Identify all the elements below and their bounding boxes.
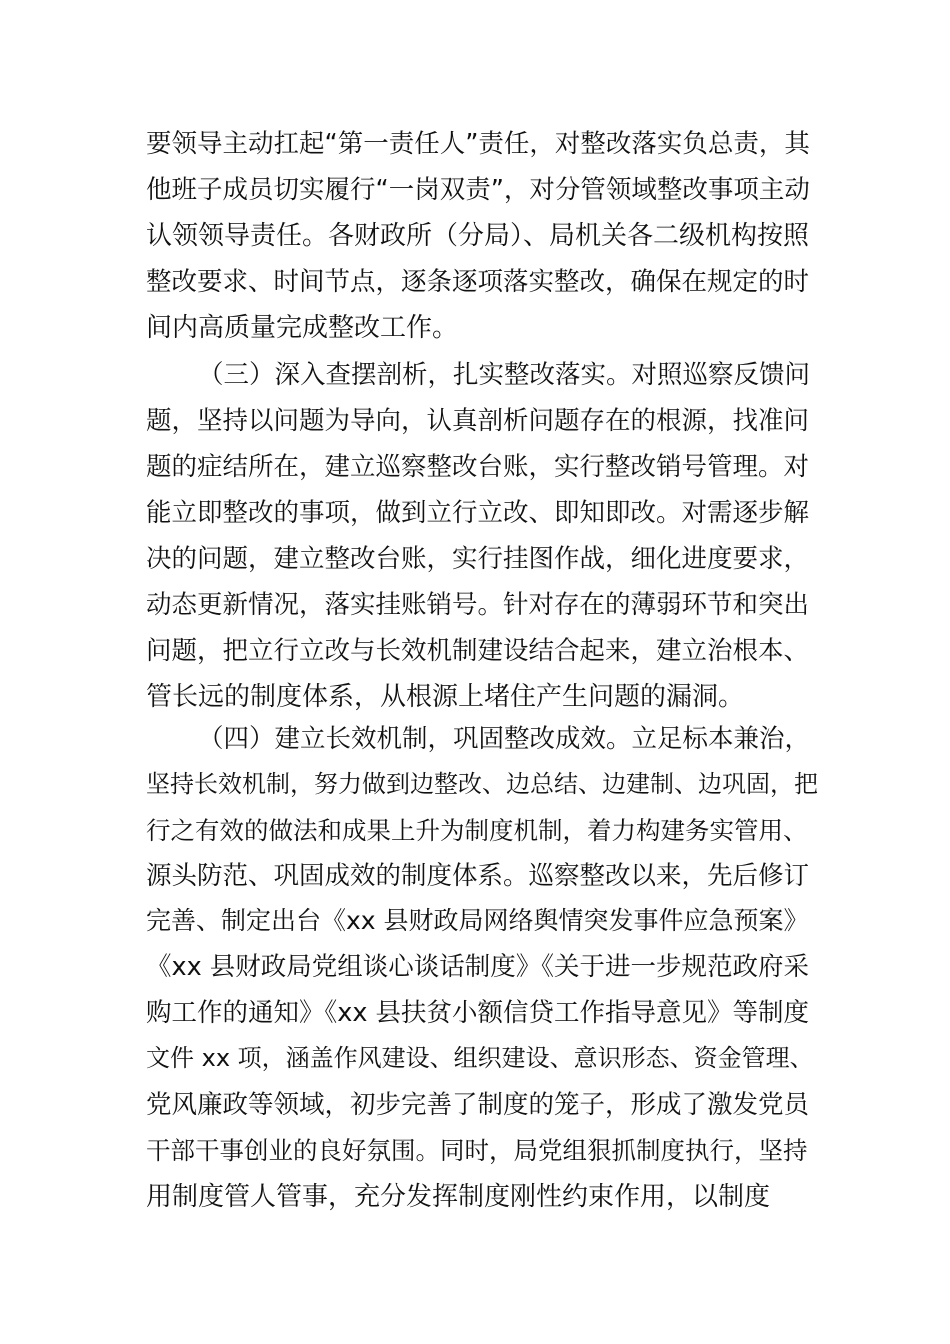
text-line: 坚持长效机制，努力做到边整改、边总结、边建制、边巩固，把	[146, 770, 818, 798]
text-line: 认领领导责任。各财政所（分局）、局机关各二级机构按照	[146, 221, 810, 251]
text-line-paragraph-start: （四）建立长效机制，巩固整改成效。立足标本兼治，	[198, 724, 811, 754]
text-line: 干部干事创业的良好氛围。同时，局党组狠抓制度执行，坚持	[146, 1136, 808, 1165]
text-line: 管长远的制度体系，从根源上堵住产生问题的漏洞。	[146, 682, 745, 712]
text-line: 《xx 县财政局党组谈心谈话制度》《关于进一步规范政府采	[146, 952, 810, 982]
text-line: 文件 xx 项，涵盖作风建设、组织建设、意识形态、资金管理、	[146, 1044, 814, 1072]
text-line: 要领导主动扛起“第一责任人”责任，对整改落实负总责，其	[146, 129, 810, 159]
text-line: 购工作的通知》《xx 县扶贫小额信贷工作指导意见》等制度	[146, 998, 810, 1028]
text-line: 党风廉政等领域，初步完善了制度的笼子，形成了激发党员	[146, 1090, 810, 1120]
text-line: 决的问题，建立整改台账，实行挂图作战，细化进度要求，	[146, 544, 810, 574]
text-line: 间内高质量完成整改工作。	[146, 313, 459, 343]
text-line: 动态更新情况，落实挂账销号。针对存在的薄弱环节和突出	[146, 590, 810, 620]
text-line: 整改要求、时间节点，逐条逐项落实整改，确保在规定的时	[146, 267, 810, 297]
text-line: 能立即整改的事项，做到立行立改、即知即改。对需逐步解	[146, 498, 810, 528]
text-line: 他班子成员切实履行“一岗双责”，对分管领域整改事项主动	[146, 175, 810, 205]
text-line: 源头防范、巩固成效的制度体系。巡察整改以来，先后修订	[146, 861, 810, 891]
text-line: 完善、制定出台《xx 县财政局网络舆情突发事件应急预案》	[146, 906, 809, 935]
text-line: 问题，把立行立改与长效机制建设结合起来，建立治根本、	[146, 636, 810, 666]
text-line: 用制度管人管事，充分发挥制度刚性约束作用，以制度	[146, 1182, 771, 1212]
text-line: 题，坚持以问题为导向，认真剖析问题存在的根源，找准问	[146, 406, 810, 436]
text-line: 行之有效的做法和成果上升为制度机制，着力构建务实管用、	[146, 816, 808, 845]
text-line-paragraph-start: （三）深入查摆剖析，扎实整改落实。对照巡察反馈问	[198, 360, 811, 390]
text-line: 题的症结所在，建立巡察整改台账，实行整改销号管理。对	[146, 452, 810, 482]
